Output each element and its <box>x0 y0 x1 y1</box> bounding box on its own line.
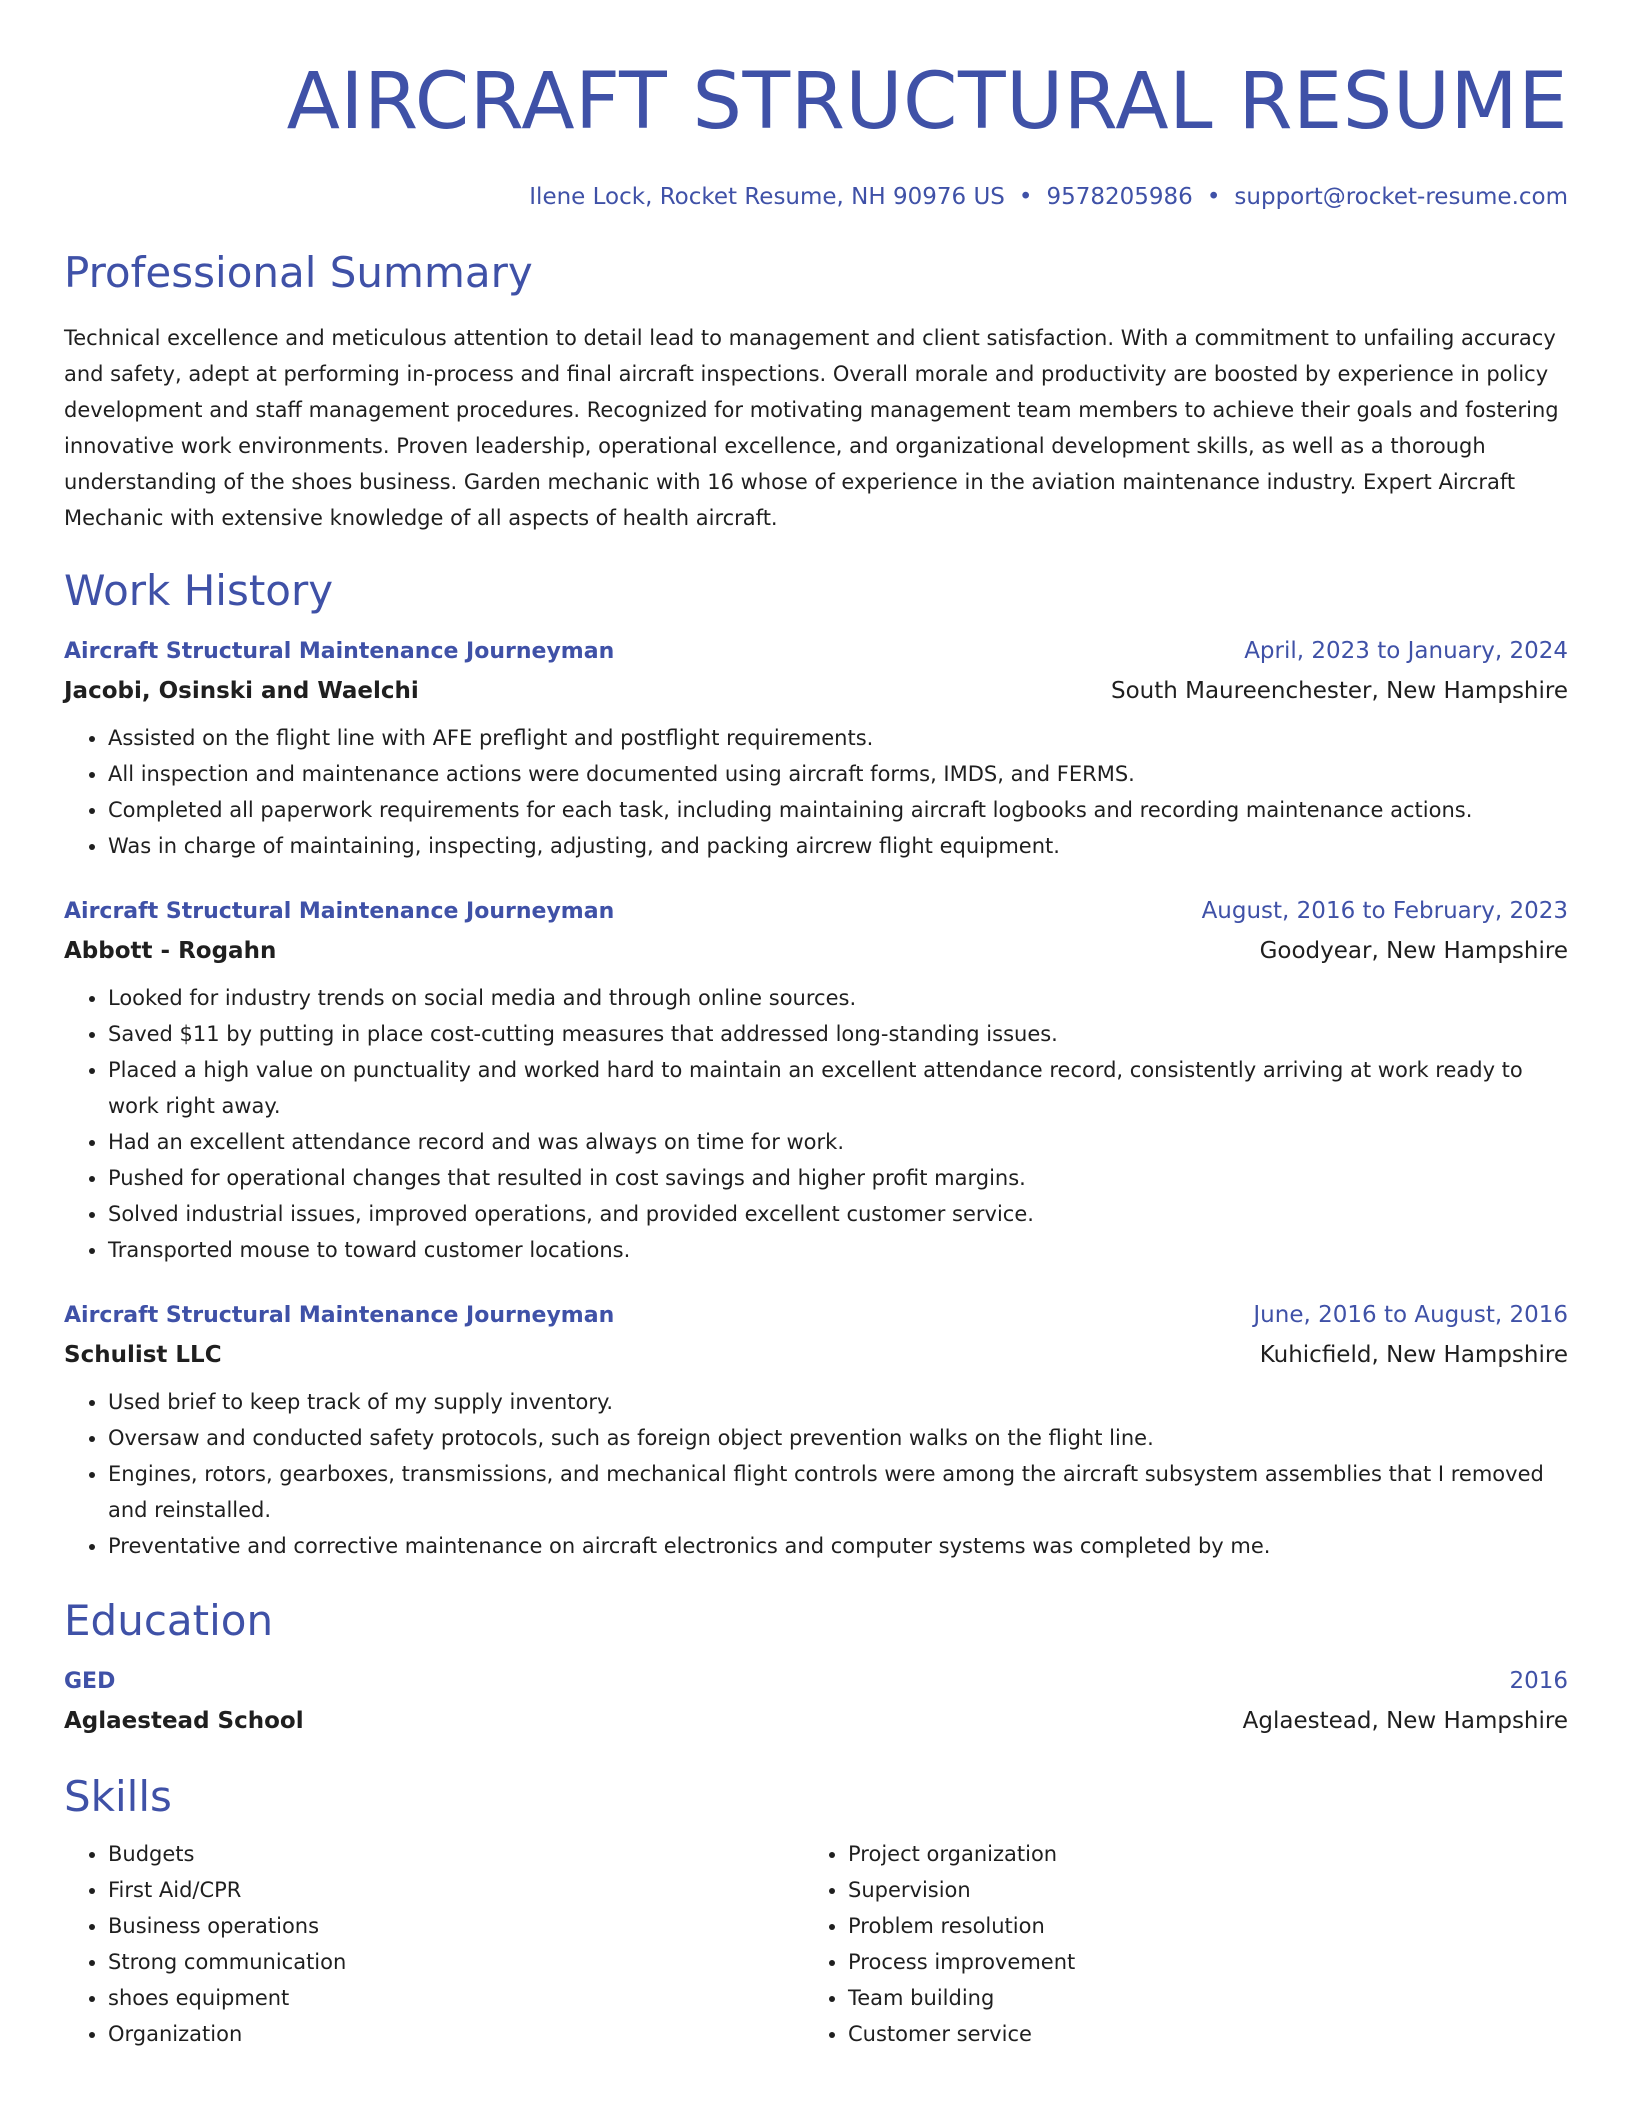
skill-item: • Budgets <box>108 1836 804 1872</box>
education-entry <box>64 1666 1568 1736</box>
contact-separator: • <box>1018 184 1033 210</box>
skill-item: • Process improvement <box>848 1944 1544 1980</box>
education-heading: Education <box>64 1596 274 1645</box>
skill-item: • Strong communication <box>108 1944 804 1980</box>
degree: GED <box>64 1669 116 1694</box>
job-bullets <box>64 1384 1568 1564</box>
skill-item: • Business operations <box>108 1908 804 1944</box>
summary-text: Technical excellence and meticulous attention to detail lead to management and client satisfaction. With a commitment to unfailing accuracy and safety, adept at performing in-process and final aircraft inspections. Overall morale and productivity are boosted by experience in policy development and staff management procedures. Recognized for motivating management team members to achieve their goals and fostering innovative work environments. Proven leadership, operational excellence, and organizational development skills, as well as a thorough understanding of the shoes business. Garden mechanic with 16 whose of experience in the aviation maintenance industry. Expert Aircraft Mechanic with extensive knowledge of all aspects of health aircraft. <box>64 326 1559 530</box>
company-name: Jacobi, Osinski and Waelchi <box>64 678 419 704</box>
skill-item: • Organization <box>108 2016 804 2052</box>
job-dates: August, 2016 to February, 2023 <box>1201 898 1568 924</box>
company-name: Abbott - Rogahn <box>64 938 277 964</box>
job-bullet: • Placed a high value on punctuality and worked hard to maintain an excellent attendance record, consistently arriving at work ready to work right away. <box>108 1052 1568 1124</box>
job-bullet: • Engines, rotors, gearboxes, transmissions, and mechanical flight controls were among the aircraft subsystem assemblies that I removed and reinstalled. <box>108 1456 1568 1528</box>
job-bullet: • Pushed for operational changes that resulted in cost savings and higher profit margins. <box>108 1160 1568 1196</box>
job-bullet: • All inspection and maintenance actions were documented using aircraft forms, IMDS, and FERMS. <box>108 756 1568 792</box>
job-location: Kuhicfield, New Hampshire <box>1259 1342 1568 1368</box>
job-entry <box>64 896 1568 1268</box>
skills-list <box>64 1836 1568 2052</box>
job-location: South Maureenchester, New Hampshire <box>1110 678 1568 704</box>
job-entry <box>64 636 1568 864</box>
job-bullet: • Completed all paperwork requirements for each task, including maintaining aircraft logbooks and recording maintenance actions. <box>108 792 1568 828</box>
job-bullet: • Solved industrial issues, improved operations, and provided excellent customer service. <box>108 1196 1568 1232</box>
skill-item: • First Aid/CPR <box>108 1872 804 1908</box>
skill-item: • Problem resolution <box>848 1908 1544 1944</box>
job-location: Goodyear, New Hampshire <box>1259 938 1568 964</box>
skills-heading: Skills <box>64 1772 172 1821</box>
skill-item: • Team building <box>848 1980 1544 2016</box>
job-bullet: • Oversaw and conducted safety protocols, such as foreign object prevention walks on the flight line. <box>108 1420 1568 1456</box>
company-name: Schulist LLC <box>64 1342 222 1368</box>
education-year: 2016 <box>1509 1668 1568 1694</box>
job-bullet: • Assisted on the flight line with AFE preflight and postflight requirements. <box>108 720 1568 756</box>
school-location: Aglaestead, New Hampshire <box>1242 1708 1568 1734</box>
job-title-row <box>64 1300 1568 1331</box>
skill-item: • Project organization <box>848 1836 1544 1872</box>
job-bullets <box>64 980 1568 1268</box>
company-row <box>64 1340 1568 1370</box>
skills-column-left <box>64 1836 804 2052</box>
job-dates: April, 2023 to January, 2024 <box>1244 638 1568 664</box>
skill-item: • shoes equipment <box>108 1980 804 2016</box>
company-row <box>64 676 1568 706</box>
job-bullet: • Had an excellent attendance record and was always on time for work. <box>108 1124 1568 1160</box>
skill-item: • Customer service <box>848 2016 1544 2052</box>
school-name: Aglaestead School <box>64 1708 304 1734</box>
job-bullet: • Preventative and corrective maintenance on aircraft electronics and computer systems was completed by me. <box>108 1528 1568 1564</box>
job-dates: June, 2016 to August, 2016 <box>1253 1302 1568 1328</box>
job-bullet: • Saved $11 by putting in place cost-cutting measures that addressed long-standing issues. <box>108 1016 1568 1052</box>
degree-row <box>64 1666 1568 1697</box>
contact-address: Ilene Lock, Rocket Resume, NH 90976 US <box>529 184 1005 210</box>
work-history-heading: Work History <box>64 566 334 615</box>
contact-separator: • <box>1206 184 1221 210</box>
job-bullet: • Used brief to keep track of my supply inventory. <box>108 1384 1568 1420</box>
contact-line <box>64 182 1568 212</box>
job-bullets <box>64 720 1568 864</box>
contact-email: support@rocket-resume.com <box>1234 184 1568 210</box>
school-row <box>64 1706 1568 1736</box>
job-title-row <box>64 636 1568 667</box>
job-title: Aircraft Structural Maintenance Journeyman <box>64 1303 615 1328</box>
summary-heading: Professional Summary <box>64 248 533 297</box>
contact-phone: 9578205986 <box>1046 184 1193 210</box>
resume-title: AIRCRAFT STRUCTURAL RESUME <box>286 57 1568 147</box>
job-bullet: • Transported mouse to toward customer locations. <box>108 1232 1568 1268</box>
job-bullet: • Looked for industry trends on social media and through online sources. <box>108 980 1568 1016</box>
job-title: Aircraft Structural Maintenance Journeyman <box>64 899 615 924</box>
skill-item: • Supervision <box>848 1872 1544 1908</box>
job-title: Aircraft Structural Maintenance Journeyman <box>64 639 615 664</box>
skills-column-right <box>804 1836 1544 2052</box>
job-entry <box>64 1300 1568 1564</box>
job-bullet: • Was in charge of maintaining, inspecting, adjusting, and packing aircrew flight equipment. <box>108 828 1568 864</box>
job-title-row <box>64 896 1568 927</box>
company-row <box>64 936 1568 966</box>
